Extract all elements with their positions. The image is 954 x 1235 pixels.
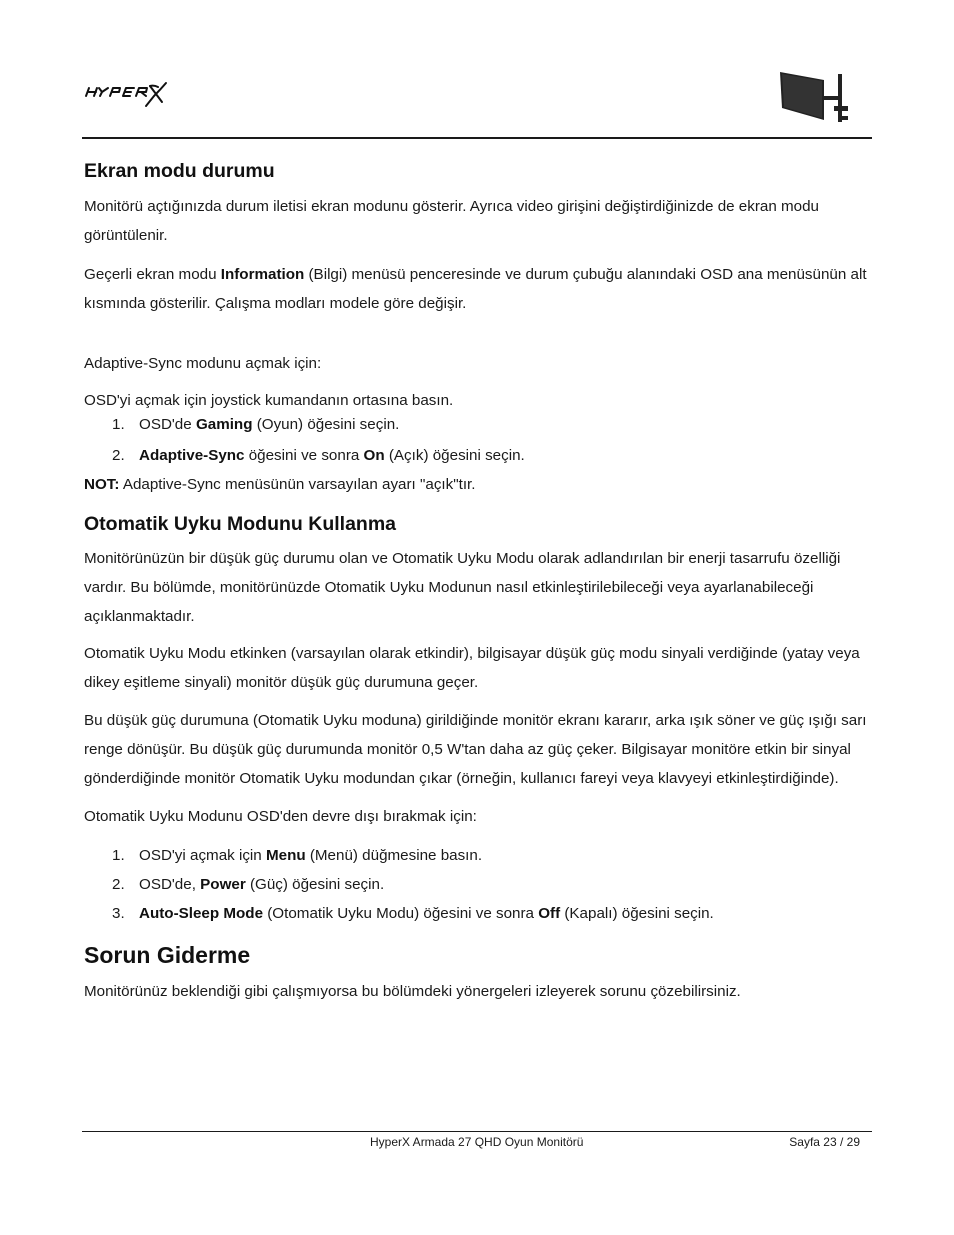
paragraph: Bu düşük güç durumuna (Otomatik Uyku moduna) girildiğinde monitör ekranı kararır, arka ışık söner ve güç ışığı sarı renge dönüşür. Bu düşük güç durumunda monitör 0,5 W'tan daha az güç çeker. Bilgisayar monitöre etkin bir sinyal gönderdiğinde monitör Otomatik Uyku modundan çıkar (örneğin, kullanıcı fareyi veya klavyeyi etkinleştirdiğinde). xyxy=(84,712,867,787)
monitor-arm-icon xyxy=(778,70,854,124)
list-item: 1. OSD'yi açmak için Menu (Menü) düğmesine basın. xyxy=(112,847,483,864)
list-item: 3. Auto-Sleep Mode (Otomatik Uyku Modu) öğesini ve sonra Off (Kapalı) öğesini seçin. xyxy=(112,905,714,922)
list-item: 1. OSD'de Gaming (Oyun) öğesini seçin. xyxy=(112,416,400,433)
paragraph: Otomatik Uyku Modunu OSD'den devre dışı bırakmak için: xyxy=(84,808,477,825)
paragraph: Monitörü açtığınızda durum iletisi ekran modunu gösterir. Ayrıca video girişini değiştirdiğinizde de ekran modu görüntülenir. xyxy=(84,198,820,244)
paragraph: Adaptive-Sync modunu açmak için: xyxy=(84,355,322,372)
paragraph: Monitörünüz beklendiği gibi çalışmıyorsa bu bölümdeki yönergeleri izleyerek sorunu çözebilirsiniz. xyxy=(84,983,741,1000)
footer-doc-title: HyperX Armada 27 QHD Oyun Monitörü xyxy=(370,1135,584,1149)
note: NOT: Adaptive-Sync menüsünün varsayılan ayarı "açık"tır. xyxy=(84,476,476,493)
footer-page-number: Sayfa 23 / 29 xyxy=(789,1135,860,1149)
paragraph: OSD'yi açmak için joystick kumandanın ortasına basın. xyxy=(84,392,454,409)
section-title-otomatik-uyku: Otomatik Uyku Modunu Kullanma xyxy=(84,513,397,535)
list-item: 2. Adaptive-Sync öğesini ve sonra On (Açık) öğesini seçin. xyxy=(112,447,525,464)
section-title-ekran-modu: Ekran modu durumu xyxy=(84,160,275,182)
paragraph: Otomatik Uyku Modu etkinken (varsayılan olarak etkindir), bilgisayar düşük güç modu sinyali verdiğinde (yatay veya dikey eşitleme sinyali) monitör düşük güç durumuna geçer. xyxy=(84,645,860,691)
paragraph: Monitörünüzün bir düşük güç durumu olan ve Otomatik Uyku Modu olarak adlandırılan bir enerji tasarrufu özelliği vardır. Bu bölümde, monitörünüzde Otomatik Uyku Modunun nasıl etkinleştirilebileceği veya ayarlanabileceği açıklanmaktadır. xyxy=(84,550,841,625)
footer-rule xyxy=(82,1131,872,1132)
header-rule xyxy=(82,137,872,139)
page-content xyxy=(84,150,874,1006)
steps-list xyxy=(84,410,874,470)
hyperx-logo-icon xyxy=(84,80,180,110)
section-title-sorun-giderme: Sorun Giderme xyxy=(84,942,251,968)
list-item: 2. OSD'de, Power (Güç) öğesini seçin. xyxy=(112,876,385,893)
paragraph: Geçerli ekran modu Information (Bilgi) menüsü penceresinde ve durum çubuğu alanındaki OSD ana menüsünün alt kısmında gösterilir. Çalışma modları modele göre değişir. xyxy=(84,266,867,312)
steps-list xyxy=(84,841,874,928)
